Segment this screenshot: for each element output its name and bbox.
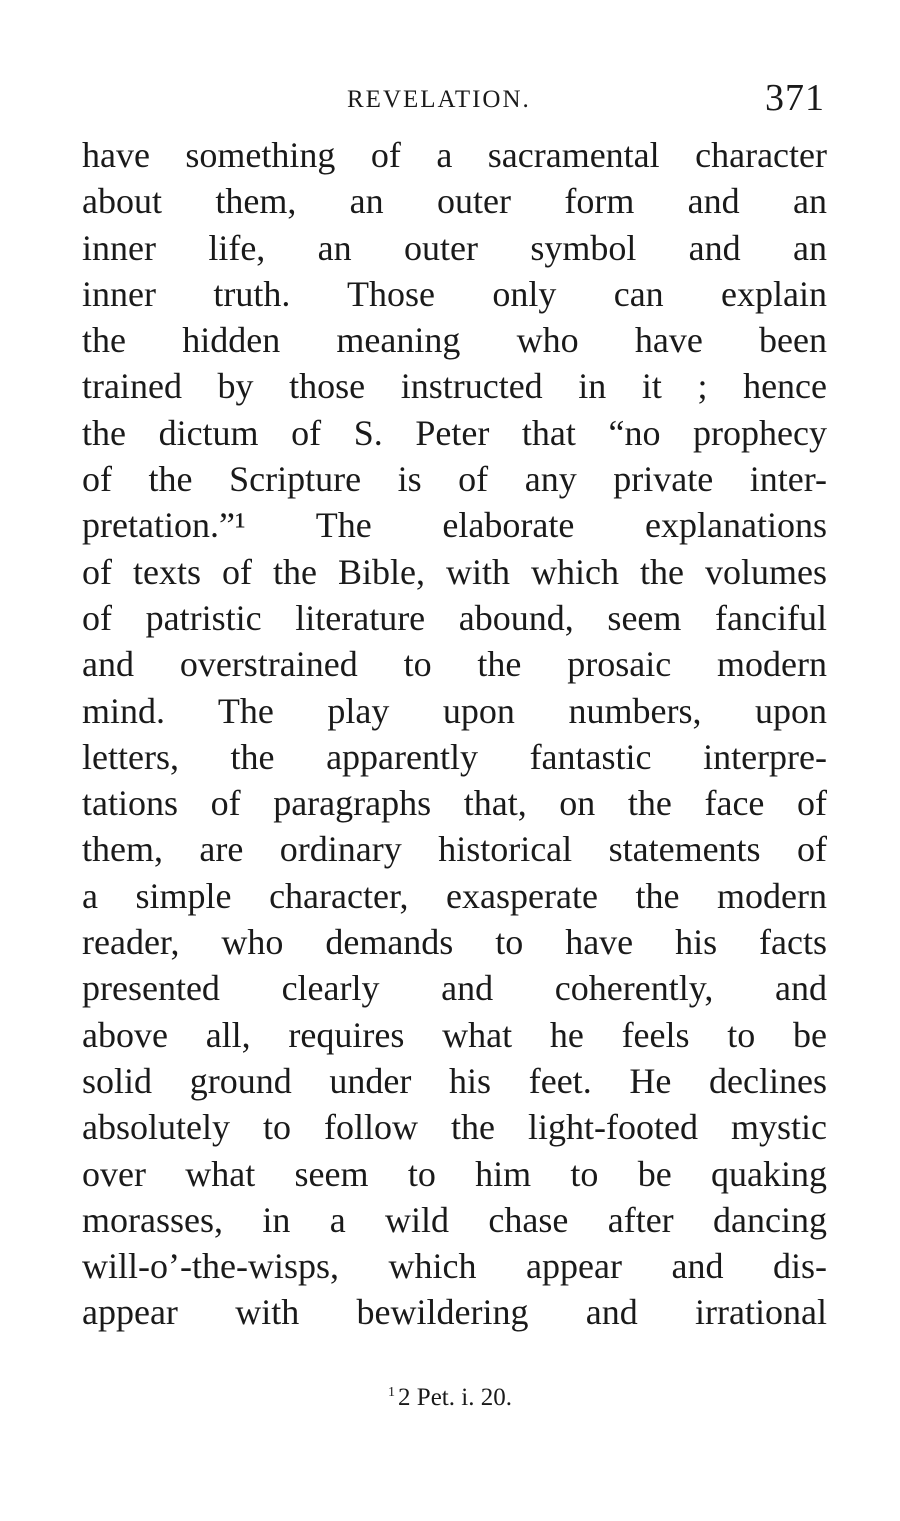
- footnote-text: 2 Pet. i. 20.: [398, 1384, 512, 1411]
- text-line: will-o’-the-wisps, which appear and dis-: [82, 1246, 827, 1287]
- text-line: above all, requires what he feels to be: [82, 1014, 827, 1055]
- text-line: presented clearly and coherently, and: [82, 968, 827, 1009]
- text-line: pretation.”¹ The elaborate explanations: [82, 505, 827, 546]
- text-line: absolutely to follow the light-footed mystic: [82, 1107, 827, 1148]
- text-line: over what seem to him to be quaking: [82, 1153, 827, 1194]
- page-header: [82, 77, 827, 122]
- text-line: and overstrained to the prosaic modern: [82, 644, 827, 685]
- text-line: reader, who demands to have his facts: [82, 922, 827, 963]
- text-line: of the Scripture is of any private inter-: [82, 459, 827, 500]
- text-line: of patristic literature abound, seem fanciful: [82, 597, 827, 638]
- text-line: inner truth. Those only can explain: [82, 273, 827, 314]
- body-text: [82, 132, 827, 1336]
- text-line: morasses, in a wild chase after dancing: [82, 1199, 827, 1240]
- text-line: the hidden meaning who have been: [82, 320, 827, 361]
- text-line: solid ground under his feet. He declines: [82, 1060, 827, 1101]
- text-line: a simple character, exasperate the modern: [82, 875, 827, 916]
- text-line: have something of a sacramental character: [82, 135, 827, 175]
- text-line: of texts of the Bible, with which the volumes: [82, 551, 827, 592]
- text-line: appear with bewildering and irrational: [82, 1292, 827, 1333]
- text-line: tations of paragraphs that, on the face of: [82, 783, 827, 824]
- running-title: REVELATION.: [347, 86, 531, 113]
- text-line: the dictum of S. Peter that “no prophecy: [82, 412, 827, 453]
- text-line: inner life, an outer symbol and an: [82, 227, 827, 268]
- text-line: letters, the apparently fantastic interpre-: [82, 736, 827, 777]
- text-line: about them, an outer form and an: [82, 181, 827, 222]
- text-line: mind. The play upon numbers, upon: [82, 690, 827, 731]
- text-line: trained by those instructed in it ; hence: [82, 366, 827, 407]
- footnote-marker: 1: [388, 1384, 396, 1400]
- text-line: them, are ordinary historical statements of: [82, 829, 827, 870]
- page-number: 371: [765, 77, 825, 119]
- footnote: [0, 1384, 900, 1412]
